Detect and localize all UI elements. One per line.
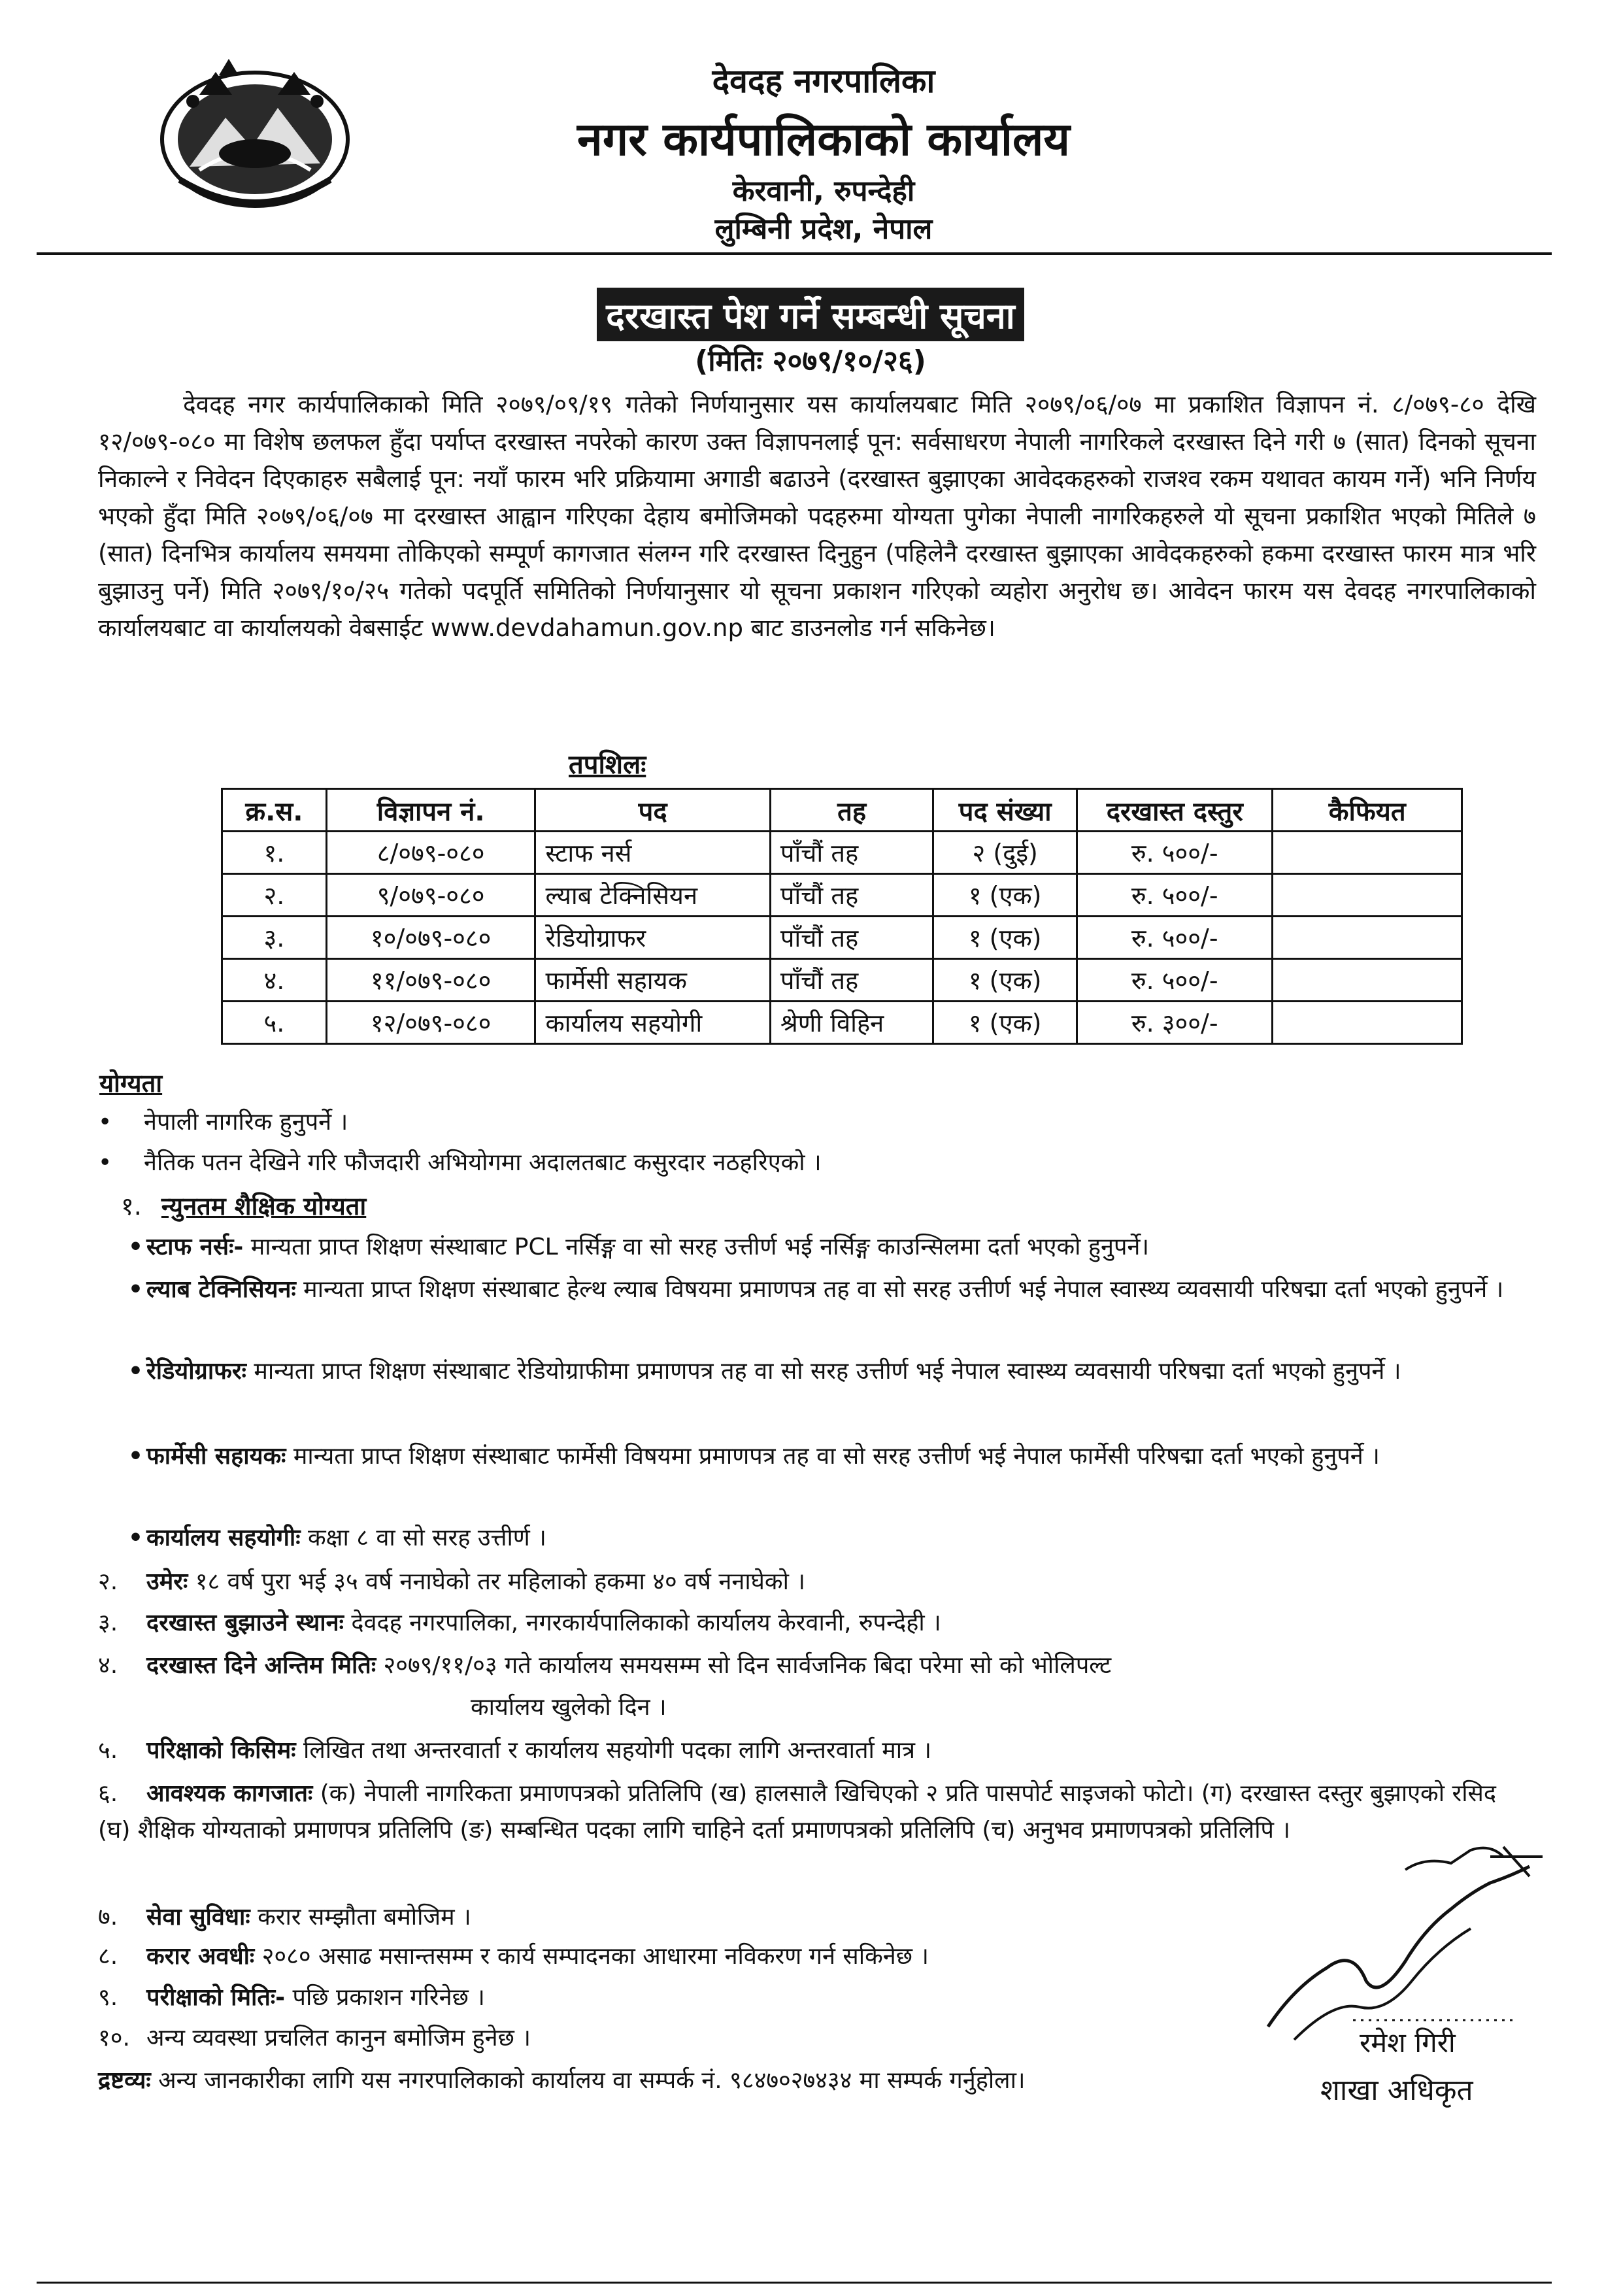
vacancy-table [221, 788, 1463, 1045]
item-text: पछि प्रकाशन गरिनेछ । [292, 1984, 485, 2011]
header-divider [37, 252, 1552, 255]
qualification-text: मान्यता प्राप्त शिक्षण संस्थाबाट रेडियोग्राफीमा प्रमाणपत्र तह वा सो सरह उत्तीर्ण भई नेपाल स्वास्थ्य व्यवसायी परिषद्मा दर्ता भएको हुनुपर्ने । [254, 1358, 1401, 1385]
signatory-designation: शाखा अधिकृत [1320, 2074, 1473, 2107]
bullet-icon: • [128, 1525, 144, 1551]
cell-count: १ (एक) [933, 917, 1077, 959]
col-header-remarks: कैफियत [1273, 789, 1462, 832]
qualification-post: रेडियोग्राफरः [146, 1358, 246, 1385]
bullet-icon: • [98, 1109, 112, 1136]
item-label: आवश्यक कागजातः [146, 1780, 313, 1807]
notice-body-text: देवदह नगर कार्यपालिकाको मिति २०७९/०९/१९ गतेको निर्णयानुसार यस कार्यालयबाट मिति २०७९/०६/०७ मा प्रकाशित विज्ञापन नं. ८/०७९-८० देखि १२/०७९-०८० मा विशेष छलफल हुँदा पर्याप्त दरखास्त नपरेको कारण उक्त विज्ञापनलाई पून: सर्वसाधरण नेपाली नागरिकले दरखास्त दिने गरी ७ (सात) दिनको सूचना निकाल्ने र निवेदन दिएकाहरु सबैलाई पून: नयाँ फारम भरि प्रक्रियामा अगाडी बढाउने (दरखास्त बुझाएका आवेदकहरुको राजश्व रकम यथावत कायम गर्ने) भनि निर्णय भएको हुँदा मिति २०७९/०६/०७ मा दरखास्त आह्वान गरिएका देहाय बमोजिमको पदहरुमा योग्यता पुगेका नेपाली नागरिकहरुले यो सूचना प्रकाशित भएको मितिले ७ (सात) दिनभित्र कार्यालय समयमा तोकिएको सम्पूर्ण कागजात संलग्न गरि दरखास्त दिनुहुन (पहिलेनै दरखास्त बुझाएका आवेदकहरुको हकमा दरखास्त फारम मात्र भरि बुझाउनु पर्ने) मिति २०७९/१०/२५ गतेको पदपूर्ति समितिको निर्णयानुसार यो सूचना प्रकाशन गरिएको व्यहोरा अनुरोध छ। आवेदन फारम यस देवदह नगरपालिकाको कार्यालयबाट वा कार्यालयको वेबसाईट www.devdahamun.gov.np बाट डाउनलोड गर्न सकिनेछ। [98, 390, 1536, 642]
cell-remarks [1273, 832, 1462, 874]
cell-count: २ (दुई) [933, 832, 1077, 874]
notice-body [98, 386, 1536, 647]
bullet-icon: • [128, 1358, 144, 1385]
qualification-item [128, 1272, 1533, 1308]
item-number: ४. [98, 1652, 118, 1679]
cell-fee: रु. ३००/- [1077, 1002, 1272, 1044]
eligibility-heading: योग्यता [99, 1069, 163, 1098]
footnote-label: द्रष्टव्यः [98, 2067, 151, 2094]
cell-ad-no: ८/०७९-०८० [326, 832, 535, 874]
item-text: करार सम्झौता बमोजिम । [258, 1904, 471, 1931]
item-number: ५. [98, 1737, 118, 1764]
municipality-name: देवदह नगरपालिका [712, 62, 935, 100]
item-label: सेवा सुविधाः [146, 1904, 250, 1931]
cell-ad-no: १२/०७९-०८० [326, 1002, 535, 1044]
general-requirement [98, 1145, 822, 1177]
item-number: ३. [98, 1610, 118, 1636]
item-text: २०८० असाढ मसान्तसम्म र कार्य सम्पादनका आधारमा नविकरण गर्न सकिनेछ । [261, 1943, 929, 1970]
item-text: १८ वर्ष पुरा भई ३५ वर्ष ननाघेको तर महिलाको हकमा ४० वर्ष ननाघेको । [195, 1568, 805, 1595]
cell-sn: ५. [222, 1002, 327, 1044]
footnote [98, 2063, 1288, 2095]
table-row [222, 874, 1462, 917]
footer-divider [37, 2282, 1552, 2284]
bullet-icon: • [128, 1276, 144, 1303]
col-header-post: पद [535, 789, 770, 832]
cell-level: श्रेणी विहिन [770, 1002, 933, 1044]
qualification-post: फार्मेसी सहायकः [146, 1443, 286, 1470]
cell-count: १ (एक) [933, 1002, 1077, 1044]
cell-sn: ३. [222, 917, 327, 959]
item-number: ७. [98, 1904, 118, 1931]
notice-title-wrap [0, 288, 1621, 341]
col-header-count: पद संख्या [933, 789, 1077, 832]
qualification-text: मान्यता प्राप्त शिक्षण संस्थाबाट PCL नर्सिङ्ग वा सो सरह उत्तीर्ण भई नर्सिङ्ग काउन्सिलमा दर्ता भएको हुनुपर्ने। [250, 1234, 1150, 1260]
item-text: अन्य व्यवस्था प्रचलित कानुन बमोजिम हुनेछ । [146, 2025, 531, 2051]
item-text: २०७९/११/०३ गते कार्यालय समयसम्म सो दिन सार्वजनिक बिदा परेमा सो को भोलिपल्ट [383, 1652, 1112, 1679]
notice-title: दरखास्त पेश गर्ने सम्बन्धी सूचना [597, 288, 1024, 341]
cell-post: फार्मेसी सहायक [535, 959, 770, 1002]
cell-remarks [1273, 874, 1462, 917]
section-number: १. [121, 1192, 142, 1221]
qualification-item [128, 1438, 1533, 1475]
schedule-label: तपशिलः [569, 750, 646, 780]
cell-remarks [1273, 917, 1462, 959]
qualification-item [128, 1353, 1533, 1390]
cell-sn: २. [222, 874, 327, 917]
item-text: लिखित तथा अन्तरवार्ता र कार्यालय सहयोगी पदका लागि अन्तरवार्ता मात्र । [303, 1737, 932, 1764]
cell-ad-no: १०/०७९-०८० [326, 917, 535, 959]
item-number: ६. [98, 1780, 118, 1807]
table-row [222, 1002, 1462, 1044]
item-label: परीक्षाको मितिः- [146, 1984, 286, 2011]
qualification-text: कक्षा ८ वा सो सरह उत्तीर्ण । [307, 1525, 546, 1551]
cell-post: स्टाफ नर्स [535, 832, 770, 874]
address-line-2: लुम्बिनी प्रदेश, नेपाल [714, 212, 933, 246]
notice-date: (मितिः २०७९/१०/२६) [695, 345, 926, 378]
cell-count: १ (एक) [933, 874, 1077, 917]
cell-fee: रु. ५००/- [1077, 874, 1272, 917]
item-text: कार्यालय खुलेको दिन । [471, 1694, 667, 1721]
table-row [222, 959, 1462, 1002]
list-item-continuation [471, 1689, 1124, 1726]
cell-count: १ (एक) [933, 959, 1077, 1002]
list-item [98, 1605, 1536, 1642]
item-label: दरखास्त बुझाउने स्थानः [146, 1610, 344, 1636]
item-number: २. [98, 1568, 118, 1595]
item-number: ९. [98, 1984, 118, 2011]
cell-level: पाँचौं तह [770, 959, 933, 1002]
cell-level: पाँचौं तह [770, 917, 933, 959]
cell-post: ल्याब टेक्निसियन [535, 874, 770, 917]
col-header-ad-no: विज्ञापन नं. [326, 789, 535, 832]
cell-sn: ४. [222, 959, 327, 1002]
item-number: १०. [98, 2025, 130, 2051]
cell-level: पाँचौं तह [770, 832, 933, 874]
list-item [98, 1732, 1536, 1769]
nepal-emblem-icon [154, 56, 356, 212]
qualification-post: स्टाफ नर्सः- [146, 1234, 244, 1260]
item-number: ८. [98, 1943, 118, 1970]
cell-ad-no: ९/०७९-०८० [326, 874, 535, 917]
cell-sn: १. [222, 832, 327, 874]
list-item [98, 1564, 1536, 1600]
bullet-icon: • [128, 1234, 144, 1260]
item-label: परिक्षाको किसिमः [146, 1737, 296, 1764]
list-item [98, 1647, 1536, 1684]
cell-remarks [1273, 959, 1462, 1002]
col-header-sn: क्र.स. [222, 789, 327, 832]
item-label: करार अवधीः [146, 1943, 255, 1970]
table-row [222, 917, 1462, 959]
qualification-item [128, 1520, 1533, 1557]
item-label: दरखास्त दिने अन्तिम मितिः [146, 1652, 376, 1679]
item-label: उमेरः [146, 1568, 188, 1595]
cell-post: कार्यालय सहयोगी [535, 1002, 770, 1044]
general-requirement-text: नैतिक पतन देखिने गरि फौजदारी अभियोगमा अदालतबाट कसुरदार नठहरिएको । [144, 1149, 822, 1176]
bullet-icon: • [128, 1443, 144, 1470]
bullet-icon: • [98, 1149, 112, 1176]
office-name: नगर कार्यपालिकाको कार्यालय [577, 112, 1071, 166]
cell-post: रेडियोग्राफर [535, 917, 770, 959]
qualification-post: कार्यालय सहयोगीः [146, 1525, 301, 1551]
cell-fee: रु. ५००/- [1077, 959, 1272, 1002]
qualification-item [128, 1229, 1533, 1266]
general-requirement-text: नेपाली नागरिक हुनुपर्ने । [144, 1109, 348, 1136]
qualification-post: ल्याब टेक्निसियनः [146, 1276, 296, 1303]
section-title: न्युनतम शैक्षिक योग्यता [161, 1192, 367, 1221]
section-min-qualification [121, 1189, 366, 1223]
cell-remarks [1273, 1002, 1462, 1044]
table-header-row [222, 789, 1462, 832]
cell-fee: रु. ५००/- [1077, 832, 1272, 874]
cell-fee: रु. ५००/- [1077, 917, 1272, 959]
footnote-text: अन्य जानकारीका लागि यस नगरपालिकाको कार्यालय वा सम्पर्क नं. ९८४७०२७४३४ मा सम्पर्क गर्नुहोला। [158, 2067, 1026, 2094]
general-requirement [98, 1105, 348, 1137]
item-text: (क) नेपाली नागरिकता प्रमाणपत्रको प्रतिलिपि (ख) हालसालै खिचिएको २ प्रति पासपोर्ट साइजको फोटो। (ग) दरखास्त दस्तुर बुझाएको रसिद (घ) शैक्षिक योग्यताको प्रमाणपत्र प्रतिलिपि (ङ) सम्बन्धित पदका लागि चाहिने दर्ता प्रमाणपत्रको प्रतिलिपि (च) अनुभव प्रमाणपत्रको प्रतिलिपि । [98, 1780, 1496, 1844]
cell-ad-no: ११/०७९-०८० [326, 959, 535, 1002]
address-line-1: केरवानी, रुपन्देही [732, 175, 915, 208]
cell-level: पाँचौं तह [770, 874, 933, 917]
item-text: देवदह नगरपालिका, नगरकार्यपालिकाको कार्यालय केरवानी, रुपन्देही । [351, 1610, 941, 1636]
col-header-fee: दरखास्त दस्तुर [1077, 789, 1272, 832]
col-header-level: तह [770, 789, 933, 832]
qualification-text: मान्यता प्राप्त शिक्षण संस्थाबाट हेल्थ ल्याब विषयमा प्रमाणपत्र तह वा सो सरह उत्तीर्ण भई नेपाल स्वास्थ्य व्यवसायी परिषद्मा दर्ता भएको हुनुपर्ने । [303, 1276, 1504, 1303]
qualification-text: मान्यता प्राप्त शिक्षण संस्थाबाट फार्मेसी विषयमा प्रमाणपत्र तह वा सो सरह उत्तीर्ण भई नेपाल फार्मेसी परिषद्मा दर्ता भएको हुनुपर्ने । [293, 1443, 1380, 1470]
signatory-name: रमेश गिरी [1360, 2027, 1456, 2059]
table-row [222, 832, 1462, 874]
